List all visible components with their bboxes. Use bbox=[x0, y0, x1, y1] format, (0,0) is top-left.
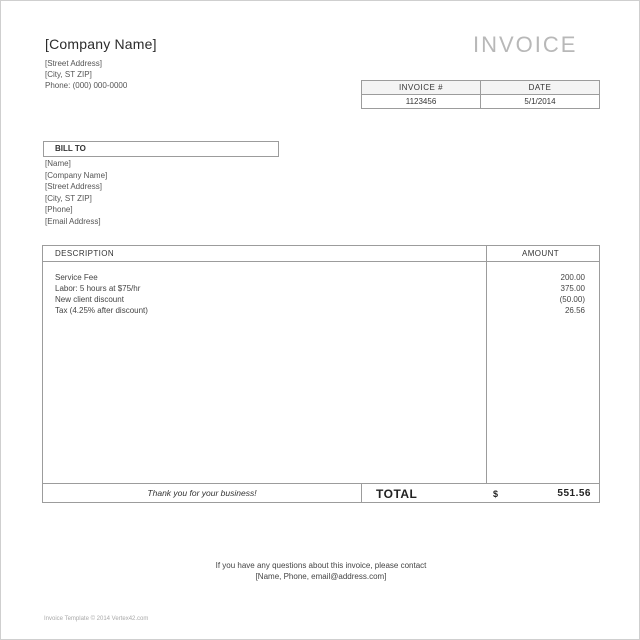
line-items bbox=[55, 273, 585, 317]
bill-to-name: [Name] bbox=[45, 159, 71, 168]
line-item bbox=[55, 306, 585, 317]
line-item-amount: (50.00) bbox=[559, 295, 585, 304]
template-credit: Invoice Template © 2014 Vertex42.com bbox=[44, 616, 149, 622]
description-header: DESCRIPTION bbox=[55, 249, 115, 258]
line-item-description: Labor: 5 hours at $75/hr bbox=[55, 284, 141, 293]
company-address-block bbox=[45, 58, 127, 91]
line-item bbox=[55, 273, 585, 284]
footer-line-1: If you have any questions about this invoice, please contact bbox=[215, 561, 427, 570]
invoice-number-label: INVOICE # bbox=[362, 81, 481, 95]
line-item bbox=[55, 295, 585, 306]
line-items-table bbox=[42, 245, 600, 503]
date-value: 5/1/2014 bbox=[481, 95, 600, 109]
line-item bbox=[55, 284, 585, 295]
line-item-description: Service Fee bbox=[55, 273, 98, 282]
line-items-header bbox=[43, 246, 599, 262]
total-value: 551.56 bbox=[557, 488, 591, 499]
bill-to-street: [Street Address] bbox=[45, 182, 102, 191]
footer-line-2: [Name, Phone, email@address.com] bbox=[255, 572, 387, 581]
line-item-description: New client discount bbox=[55, 295, 124, 304]
bill-to-phone: [Phone] bbox=[45, 205, 73, 214]
total-row bbox=[43, 483, 599, 503]
footer-contact-note bbox=[141, 560, 501, 582]
bill-to-company: [Company Name] bbox=[45, 170, 108, 180]
line-item-description: Tax (4.25% after discount) bbox=[55, 306, 148, 315]
total-label: TOTAL bbox=[376, 487, 418, 501]
invoice-number-value: 1123456 bbox=[362, 95, 481, 109]
invoice-title: INVOICE bbox=[473, 32, 578, 57]
company-name: [Company Name] bbox=[45, 36, 157, 52]
line-item-amount: 375.00 bbox=[560, 284, 585, 293]
bill-to-email: [Email Address] bbox=[45, 216, 101, 226]
thank-you-note: Thank you for your business! bbox=[43, 484, 362, 503]
line-item-amount: 26.56 bbox=[564, 306, 585, 315]
bill-to-city: [City, ST ZIP] bbox=[45, 193, 92, 203]
amount-header: AMOUNT bbox=[522, 249, 560, 258]
company-city: [City, ST ZIP] bbox=[45, 70, 92, 79]
company-phone: Phone: (000) 000-0000 bbox=[45, 81, 128, 90]
date-label: DATE bbox=[481, 81, 600, 95]
invoice-meta-table bbox=[361, 80, 600, 109]
bill-to-header: BILL TO bbox=[43, 141, 279, 157]
line-item-amount: 200.00 bbox=[560, 273, 585, 282]
bill-to-block bbox=[45, 158, 107, 227]
company-street: [Street Address] bbox=[45, 59, 102, 68]
total-currency: $ bbox=[493, 489, 499, 499]
